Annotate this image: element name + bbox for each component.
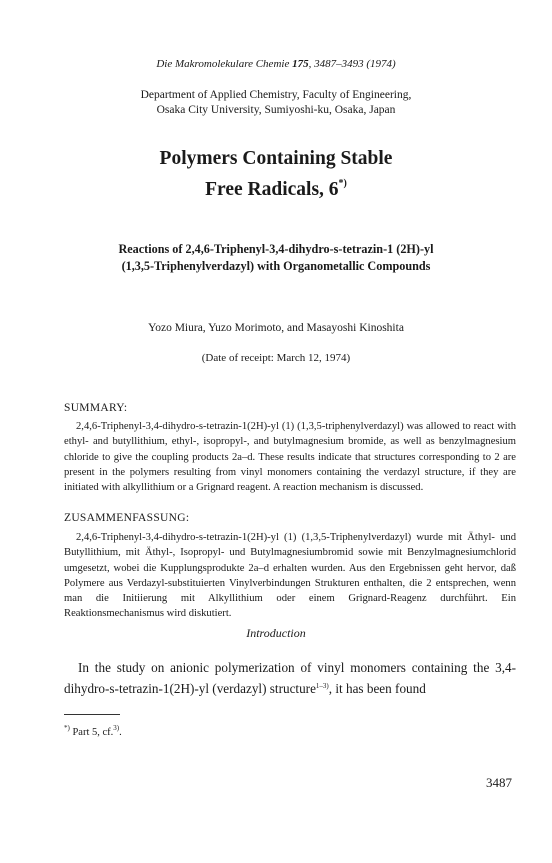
footnote [64, 724, 122, 738]
paper-subtitle [0, 241, 552, 275]
zusammenfassung-text: 2,4,6-Triphenyl-3,4-dihydro-s-tetrazin-1(2H)-yl (1) (1,3,5-Triphenylverdazyl) wurde mit Äthyl- und Butyllithium, mit Äthyl-, Isopropyl- und Butylmagnesiumbromid sowie mit Benzylmagnesiumchlorid umgesetzt, wobei die Kupplungsprodukte 2a–d erhalten wurden. Aus den Ergebnissen geht hervor, daß Polymere aus Verdazyl-substituierten Vinylverbindungen Strukturen enthalten, die 2 entsprechen, wenn man die Initiierung mit Alkyllithium oder einem Grignard-Reagenz durchführt. Ein Reaktionsmechanismus wird diskutiert. [64, 532, 516, 620]
subtitle-line-1: Reactions of 2,4,6-Triphenyl-3,4-dihydro-s-tetrazin-1 (2H)-yl [118, 242, 434, 256]
author-list: Yozo Miura, Yuzo Morimoto, and Masayoshi Kinoshita [148, 322, 404, 334]
intro-text-before: In the study on anionic polymerization of vinyl monomers containing the 3,4-dihydro-s-tetrazin-1(2H)-yl (verdazyl) structure [64, 660, 516, 696]
journal-pages-year: 3487–3493 (1974) [314, 58, 396, 70]
footnote-end: . [119, 727, 122, 738]
page-number: 3487 [486, 775, 512, 790]
journal-citation: Die Makromolekulare Chemie 175, 3487–3493 (1974) [156, 58, 396, 70]
intro-text-after: , it has been found [328, 681, 426, 696]
title-line-2-text: Free Radicals, 6 [205, 179, 339, 200]
footnote-text: Part 5, cf. [72, 727, 114, 738]
footnote-divider [64, 714, 120, 715]
introduction-heading: Introduction [246, 626, 306, 640]
title-line-1: Polymers Containing Stable [159, 148, 393, 169]
subtitle-line-2: (1,3,5-Triphenylverdazyl) with Organometallic Compounds [121, 259, 431, 273]
affiliation-line-1: Department of Applied Chemistry, Faculty of Engineering, [140, 89, 412, 101]
affiliation [0, 88, 552, 118]
footnote-mark: *) [64, 724, 70, 732]
introduction-paragraph [64, 658, 516, 698]
intro-reference: 1–3) [315, 682, 329, 690]
receipt-date: (Date of receipt: March 12, 1974) [201, 352, 351, 364]
summary-text: 2,4,6-Triphenyl-3,4-dihydro-s-tetrazin-1(2H)-yl (1) (1,3,5-triphenylverdazyl) was allowed to react with ethyl- and butyllithium, ethyl-, isopropyl-, and butylmagnesium bromide, as well as benzylmagnesium chloride to give the coupling products 2a–d. These results indicate that structures corresponding to 2 are present in the polymers resulting from vinyl monomers containing the verdazyl structure, if they are initiated with alkyllithium or a Grignard reagent. A reaction mechanism is discussed. [64, 421, 516, 494]
footnote-reference: 3) [113, 724, 120, 732]
affiliation-line-2: Osaka City University, Sumiyoshi-ku, Osaka, Japan [156, 104, 396, 116]
summary-heading: SUMMARY: [64, 402, 128, 414]
title-line-2 [0, 171, 552, 202]
journal-name: Die Makromolekulare Chemie [156, 58, 290, 70]
journal-volume: 175 [292, 58, 309, 70]
title-footnote-mark: *) [338, 178, 347, 189]
zusammenfassung-heading: ZUSAMMENFASSUNG: [64, 512, 190, 524]
paper-title [0, 146, 552, 202]
